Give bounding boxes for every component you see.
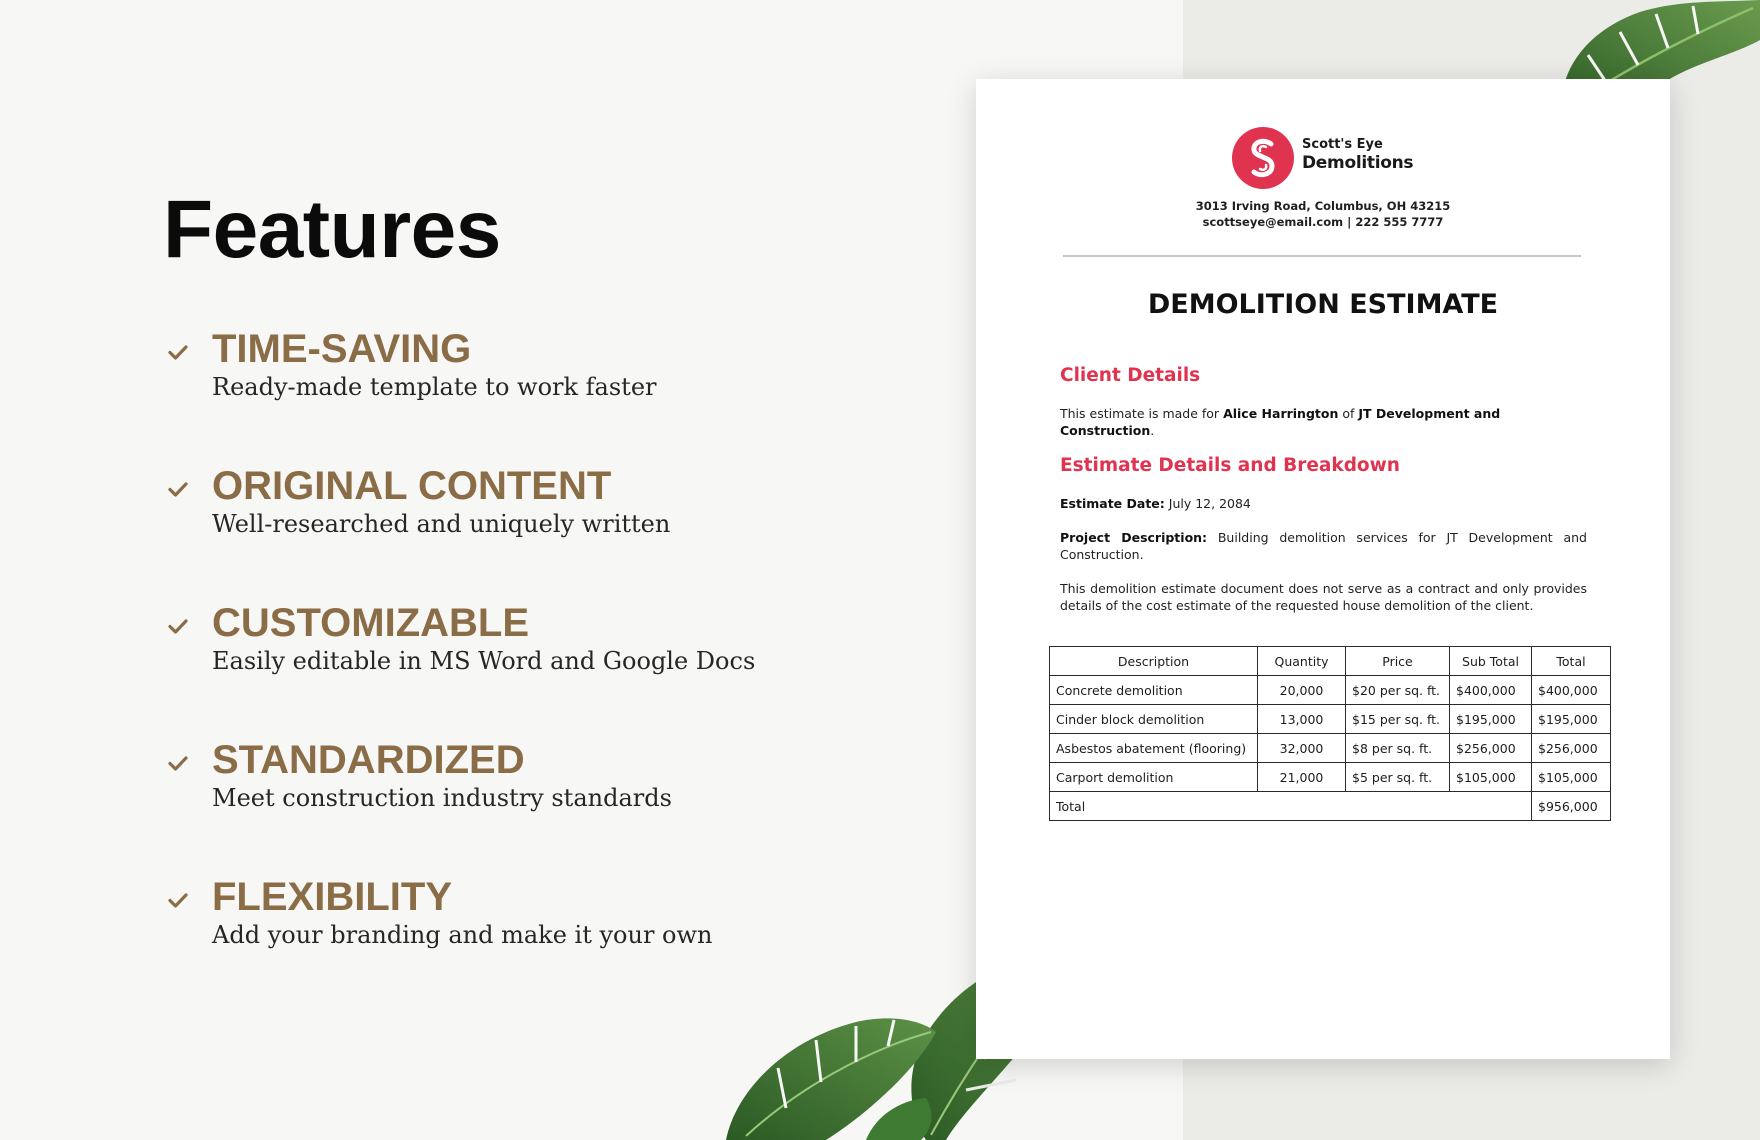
table-row bbox=[1050, 763, 1611, 792]
table-cell: $256,000 bbox=[1532, 734, 1611, 763]
table-cell: 32,000 bbox=[1258, 734, 1346, 763]
table-cell: Carport demolition bbox=[1050, 763, 1258, 792]
table-total-row bbox=[1050, 792, 1611, 821]
table-row bbox=[1050, 705, 1611, 734]
table-cell: Asbestos abatement (flooring) bbox=[1050, 734, 1258, 763]
table-cell: $8 per sq. ft. bbox=[1346, 734, 1450, 763]
table-cell: Cinder block demolition bbox=[1050, 705, 1258, 734]
feature-title: CUSTOMIZABLE bbox=[212, 601, 530, 645]
table-cell: $195,000 bbox=[1450, 705, 1532, 734]
check-icon bbox=[167, 478, 189, 500]
features-heading: Features bbox=[163, 184, 501, 275]
column-header: Description bbox=[1050, 647, 1258, 676]
column-header: Sub Total bbox=[1450, 647, 1532, 676]
table-row bbox=[1050, 734, 1611, 763]
table-cell: $5 per sq. ft. bbox=[1346, 763, 1450, 792]
client-details-heading: Client Details bbox=[1060, 365, 1201, 386]
check-icon bbox=[167, 752, 189, 774]
feature-title: STANDARDIZED bbox=[212, 738, 525, 782]
estimate-breakdown-table bbox=[1049, 646, 1611, 821]
client-details-text: This estimate is made for Alice Harrington of JT Development and Construction. bbox=[1060, 406, 1501, 438]
table-cell: 13,000 bbox=[1258, 705, 1346, 734]
table-cell: 20,000 bbox=[1258, 676, 1346, 705]
feature-title: FLEXIBILITY bbox=[212, 875, 452, 919]
feature-description: Add your branding and make it your own bbox=[212, 921, 713, 949]
table-cell: $105,000 bbox=[1450, 763, 1532, 792]
total-value: $956,000 bbox=[1532, 792, 1611, 821]
client-company: JT Development and Construction bbox=[1060, 406, 1501, 438]
feature-title: TIME-SAVING bbox=[212, 327, 472, 371]
feature-description: Ready-made template to work faster bbox=[212, 373, 657, 401]
feature-title: ORIGINAL CONTENT bbox=[212, 464, 612, 508]
company-logo-icon bbox=[1232, 127, 1294, 189]
table-cell: $15 per sq. ft. bbox=[1346, 705, 1450, 734]
estimate-disclaimer: This demolition estimate document does not serve as a contract and only provides details of the cost estimate of the requested house demolition of the client. bbox=[1060, 581, 1587, 613]
company-contact: scottseye@email.com | 222 555 7777 bbox=[1202, 215, 1444, 229]
client-name: Alice Harrington bbox=[1223, 406, 1339, 421]
company-address: 3013 Irving Road, Columbus, OH 43215 bbox=[1195, 199, 1451, 213]
table-header-row bbox=[1050, 647, 1611, 676]
table-cell: $195,000 bbox=[1532, 705, 1611, 734]
feature-description: Meet construction industry standards bbox=[212, 784, 672, 812]
total-label: Total bbox=[1050, 792, 1532, 821]
table-cell: $256,000 bbox=[1450, 734, 1532, 763]
check-icon bbox=[167, 889, 189, 911]
table-cell: $400,000 bbox=[1450, 676, 1532, 705]
estimate-date: Estimate Date: July 12, 2084 bbox=[1060, 496, 1251, 511]
document-title: DEMOLITION ESTIMATE bbox=[1147, 289, 1499, 320]
table-row bbox=[1050, 676, 1611, 705]
brand-name-line1: Scott's Eye bbox=[1302, 137, 1383, 152]
table-cell: $400,000 bbox=[1532, 676, 1611, 705]
header-divider bbox=[1063, 255, 1581, 257]
feature-description: Well-researched and uniquely written bbox=[212, 510, 671, 538]
feature-description: Easily editable in MS Word and Google Docs bbox=[212, 647, 756, 675]
estimate-details-heading: Estimate Details and Breakdown bbox=[1060, 455, 1400, 476]
table-cell: 21,000 bbox=[1258, 763, 1346, 792]
estimate-document bbox=[976, 79, 1670, 1059]
check-icon bbox=[167, 341, 189, 363]
table-cell: $105,000 bbox=[1532, 763, 1611, 792]
column-header: Total bbox=[1532, 647, 1611, 676]
check-icon bbox=[167, 615, 189, 637]
brand-name-line2: Demolitions bbox=[1302, 153, 1414, 173]
column-header: Price bbox=[1346, 647, 1450, 676]
table-cell: Concrete demolition bbox=[1050, 676, 1258, 705]
project-description: Project Description: Building demolition services for JT Development and Construction. bbox=[1060, 530, 1587, 562]
column-header: Quantity bbox=[1258, 647, 1346, 676]
table-cell: $20 per sq. ft. bbox=[1346, 676, 1450, 705]
